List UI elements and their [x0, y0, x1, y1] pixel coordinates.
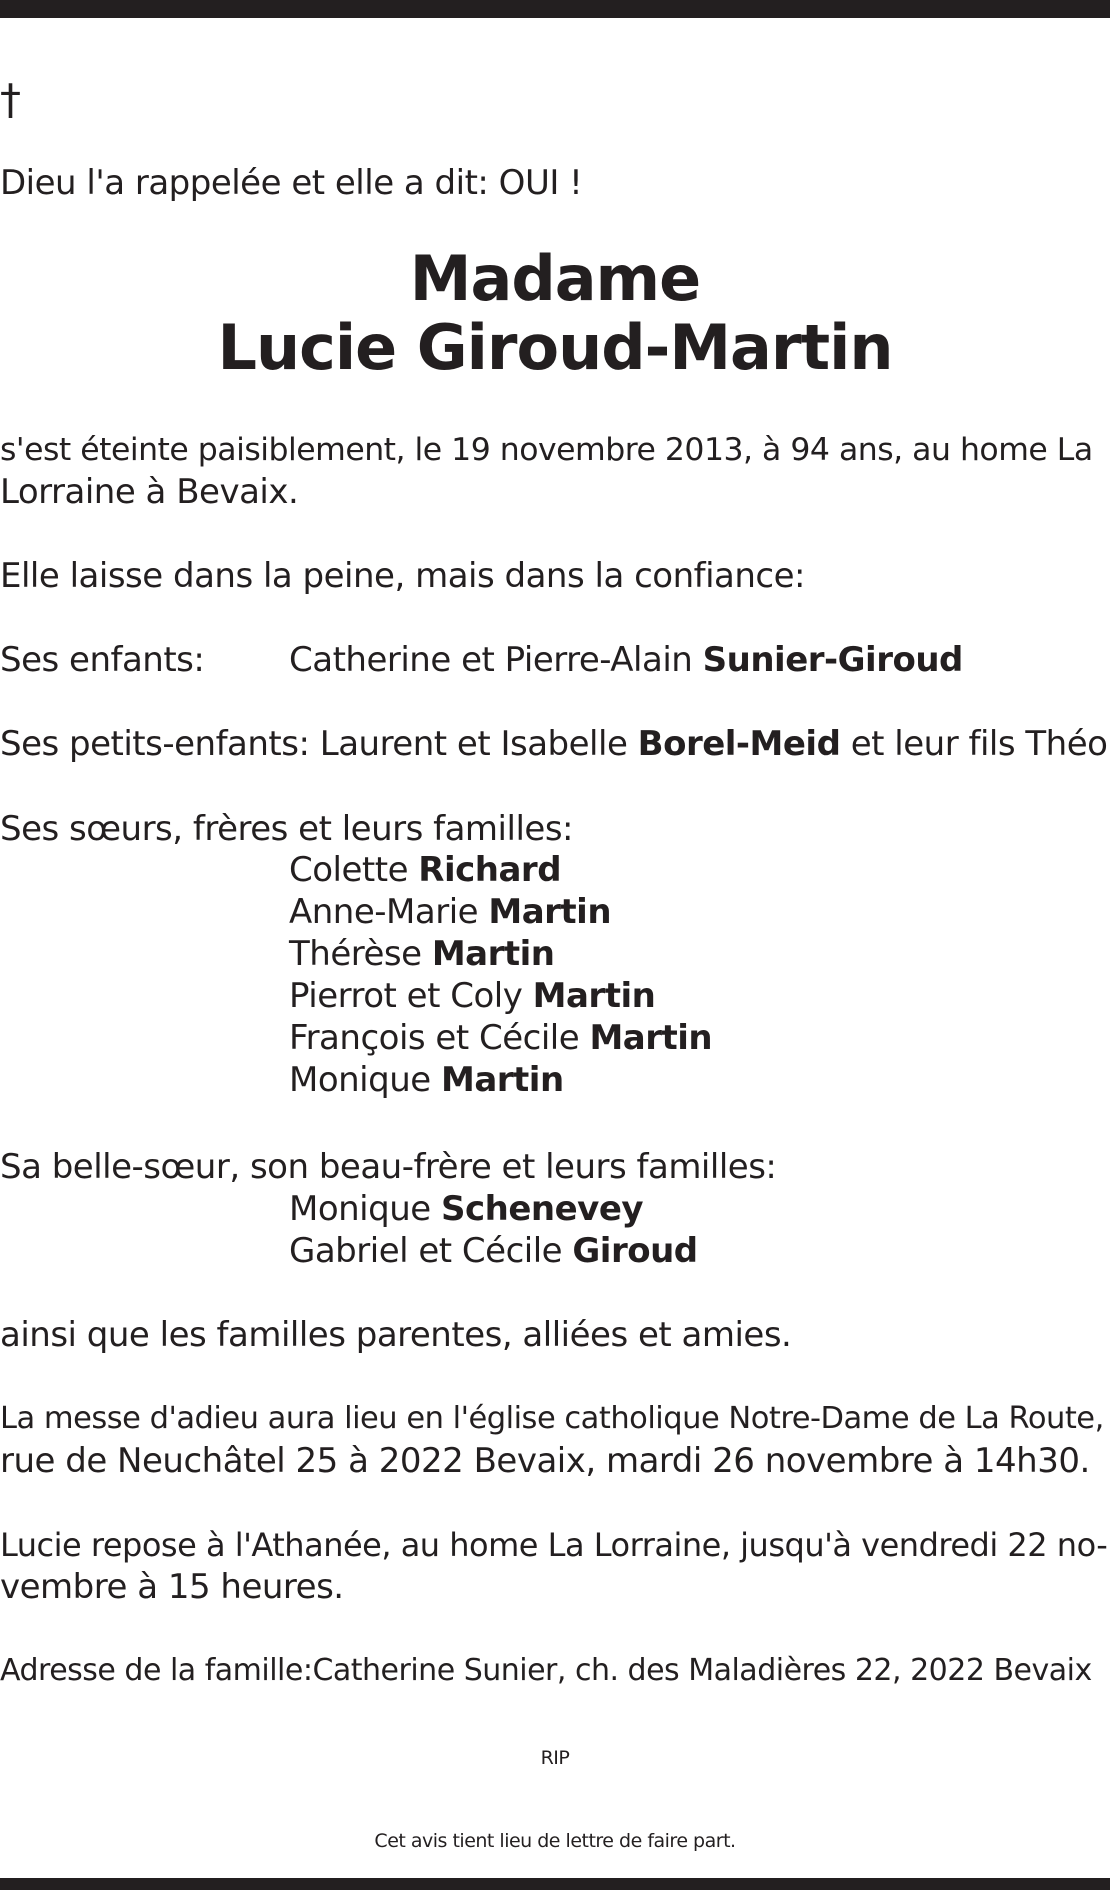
relatives-line: ainsi que les familles parentes, alliées et amies.	[0, 1315, 792, 1355]
rest-line-1: Lucie repose à l'Athanée, au home La Lorraine, jusqu'à vendredi 22 no-	[0, 1526, 1108, 1564]
siblings-label: Ses sœurs, frères et leurs familles:	[0, 809, 573, 849]
children-label: Ses enfants:	[0, 640, 205, 680]
grandchildren-suffix: et leur fils Théo	[840, 724, 1108, 764]
closing-line: Cet avis tient lieu de lettre de faire part.	[374, 1830, 736, 1852]
grandchildren-names: Laurent et Isabelle	[319, 724, 638, 764]
sibling-entry: Thérèse Martin	[289, 934, 555, 974]
intro-line-2: Lorraine à Bevaix.	[0, 472, 299, 512]
sibling-entry: Anne-Marie Martin	[289, 892, 612, 932]
children-surname: Sunier-Giroud	[702, 640, 963, 680]
in-law-entry: Gabriel et Cécile Giroud	[289, 1231, 698, 1271]
top-border-rule	[0, 0, 1110, 18]
children-line	[0, 639, 963, 681]
bottom-border-rule	[0, 1878, 1110, 1890]
grandchildren-surname: Borel-Meid	[637, 724, 841, 764]
sibling-entry: Pierrot et Coly Martin	[289, 976, 656, 1016]
sibling-entry: François et Cécile Martin	[289, 1018, 713, 1058]
in-laws-label: Sa belle-sœur, son beau-frère et leurs familles:	[0, 1147, 777, 1187]
mass-line-1: La messe d'adieu aura lieu en l'église catholique Notre-Dame de La Route,	[0, 1401, 1104, 1436]
grandchildren-label: Ses petits-enfants:	[0, 724, 320, 764]
rip-text: RIP	[540, 1747, 570, 1769]
cross-symbol: †	[0, 75, 21, 124]
grandchildren-line	[0, 723, 1107, 765]
deceased-name: Lucie Giroud-Martin	[217, 311, 893, 384]
intro-line-1: s'est éteinte paisiblement, le 19 novembre 2013, à 94 ans, au home La	[0, 432, 1093, 468]
leaves-line: Elle laisse dans la peine, mais dans la confiance:	[0, 556, 805, 596]
children-names: Catherine et Pierre-Alain	[289, 640, 703, 680]
sibling-entry: Monique Martin	[289, 1060, 564, 1100]
rest-line-2: vembre à 15 heures.	[0, 1567, 344, 1607]
in-law-entry: Monique Schenevey	[289, 1189, 644, 1229]
title-honorific: Madame	[409, 242, 701, 315]
mass-line-2: rue de Neuchâtel 25 à 2022 Bevaix, mardi 26 novembre à 14h30.	[0, 1441, 1090, 1481]
sibling-entry: Colette Richard	[289, 850, 562, 890]
opening-line: Dieu l'a rappelée et elle a dit: OUI !	[0, 163, 583, 203]
family-address: Adresse de la famille:Catherine Sunier, ch. des Maladières 22, 2022 Bevaix	[0, 1653, 1092, 1688]
